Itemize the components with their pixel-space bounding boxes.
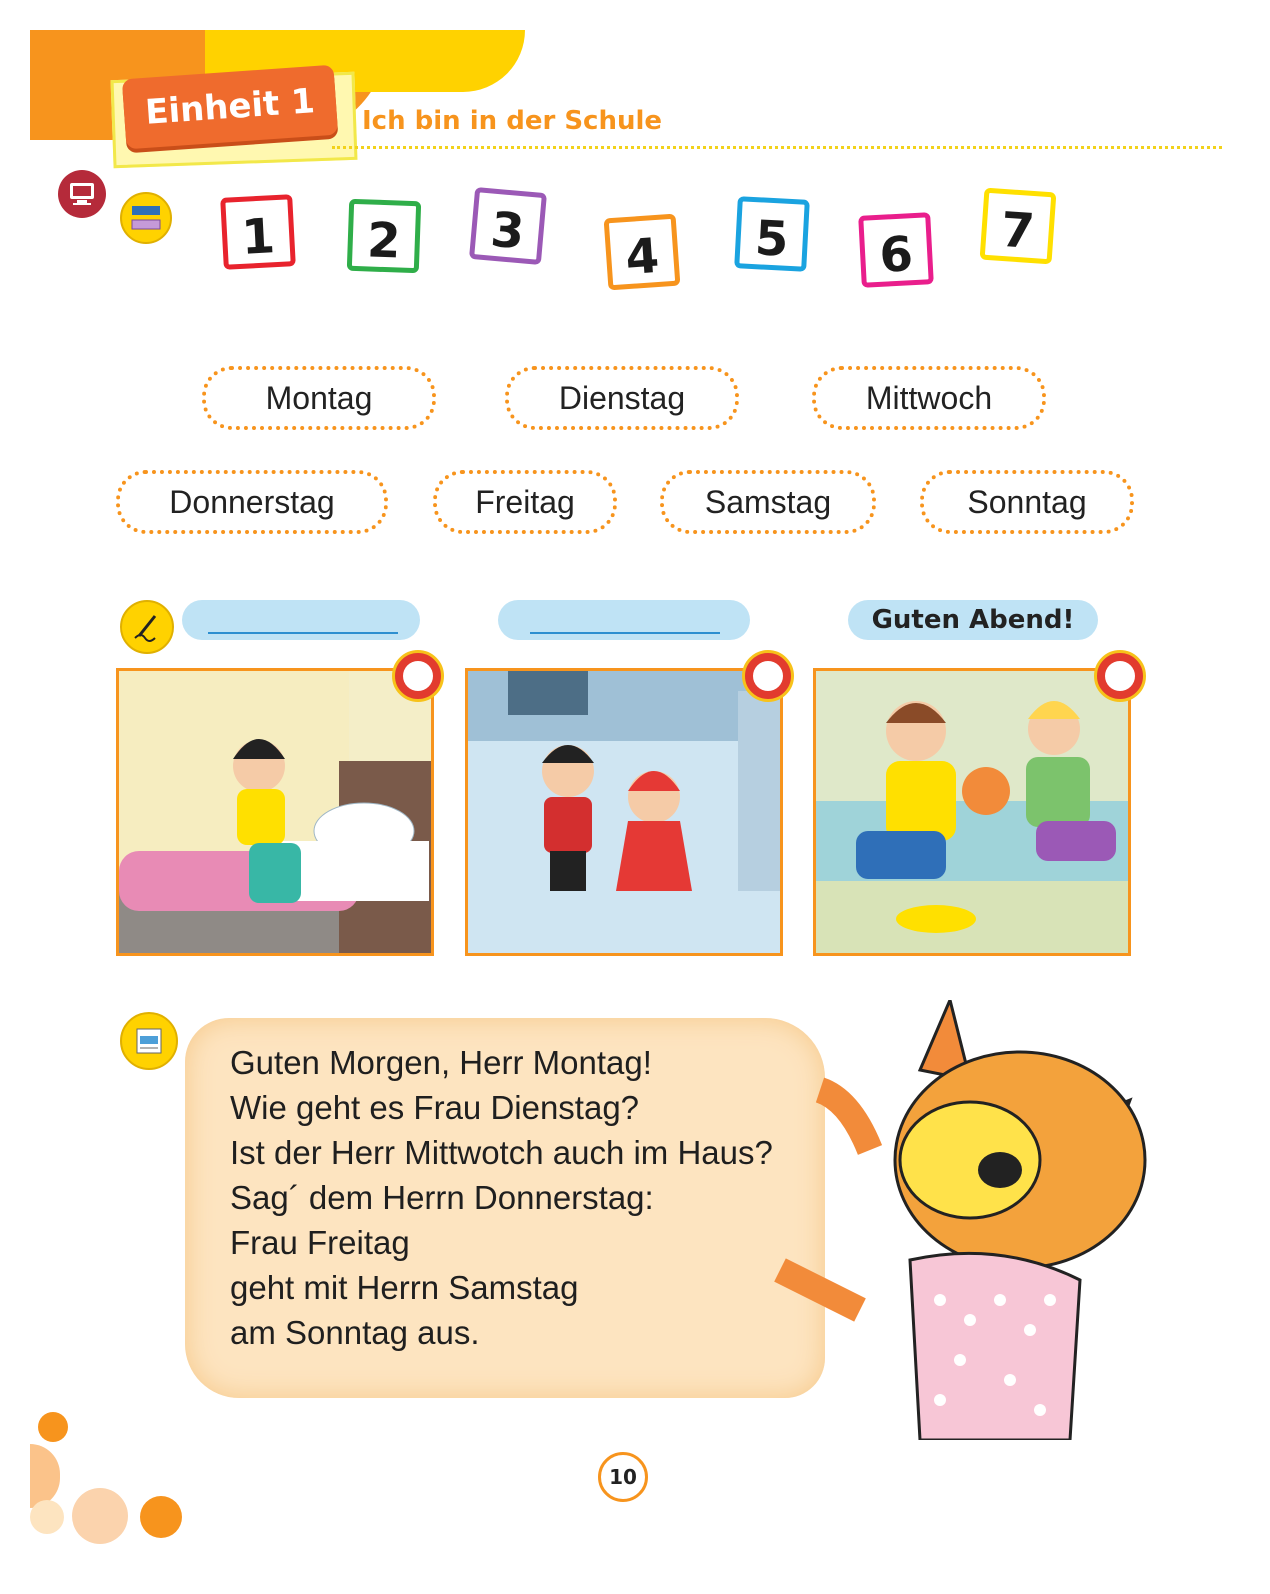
weekday-pill-dienstag: Dienstag — [505, 366, 739, 430]
alarm-clock-icon — [1094, 650, 1146, 702]
number-tile-2: 2 — [347, 199, 421, 273]
number-tile-4: 4 — [604, 214, 681, 291]
weekday-pill-mittwoch: Mittwoch — [812, 366, 1046, 430]
answer-cloud-2 — [498, 600, 750, 640]
book-icon — [120, 1012, 178, 1070]
poem-line-6: geht mit Herrn Samstag — [230, 1269, 579, 1306]
answer-blank-1[interactable] — [208, 632, 398, 634]
alarm-clock-icon — [742, 650, 794, 702]
header-dotted-rule — [332, 146, 1222, 149]
number-tile-7: 7 — [980, 188, 1057, 265]
computer-icon — [58, 170, 106, 218]
picture-evening — [813, 668, 1131, 956]
alarm-clock-icon — [392, 650, 444, 702]
decor-dot — [30, 1444, 60, 1508]
poem-line-7: am Sonntag aus. — [230, 1314, 480, 1351]
picture-school — [465, 668, 783, 956]
number-tile-1: 1 — [220, 194, 296, 270]
poem-line-5: Frau Freitag — [230, 1224, 410, 1261]
weekday-pill-sonntag: Sonntag — [920, 470, 1134, 534]
unit-title: Ich bin in der Schule — [362, 106, 663, 136]
decor-dot — [140, 1496, 182, 1538]
answer-cloud-1 — [182, 600, 420, 640]
picture-morning — [116, 668, 434, 956]
poem-line-2: Wie geht es Frau Dienstag? — [230, 1089, 640, 1126]
decor-dot — [30, 1500, 64, 1534]
answer-guten-abend: Guten Abend! — [871, 605, 1075, 635]
unit-badge: Einheit 1 — [122, 65, 338, 150]
number-tile-3: 3 — [469, 187, 547, 265]
matching-icon — [120, 192, 172, 244]
page-number: 10 — [598, 1452, 648, 1502]
answer-blank-2[interactable] — [530, 632, 720, 634]
weekday-pill-donnerstag: Donnerstag — [116, 470, 388, 534]
poem-line-4: Sag´ dem Herrn Donnerstag: — [230, 1179, 654, 1216]
number-tile-6: 6 — [858, 212, 934, 288]
cat-illustration — [760, 1000, 1160, 1440]
weekday-pill-freitag: Freitag — [433, 470, 617, 534]
weekday-pill-montag: Montag — [202, 366, 436, 430]
pen-icon — [120, 600, 174, 654]
weekday-pill-samstag: Samstag — [660, 470, 876, 534]
number-tile-5: 5 — [734, 196, 810, 272]
poem-line-1: Guten Morgen, Herr Montag! — [230, 1044, 652, 1081]
poem-line-3: Ist der Herr Mittwotch auch im Haus? — [230, 1134, 773, 1171]
decor-dot — [72, 1488, 128, 1544]
decor-dot — [38, 1412, 68, 1442]
